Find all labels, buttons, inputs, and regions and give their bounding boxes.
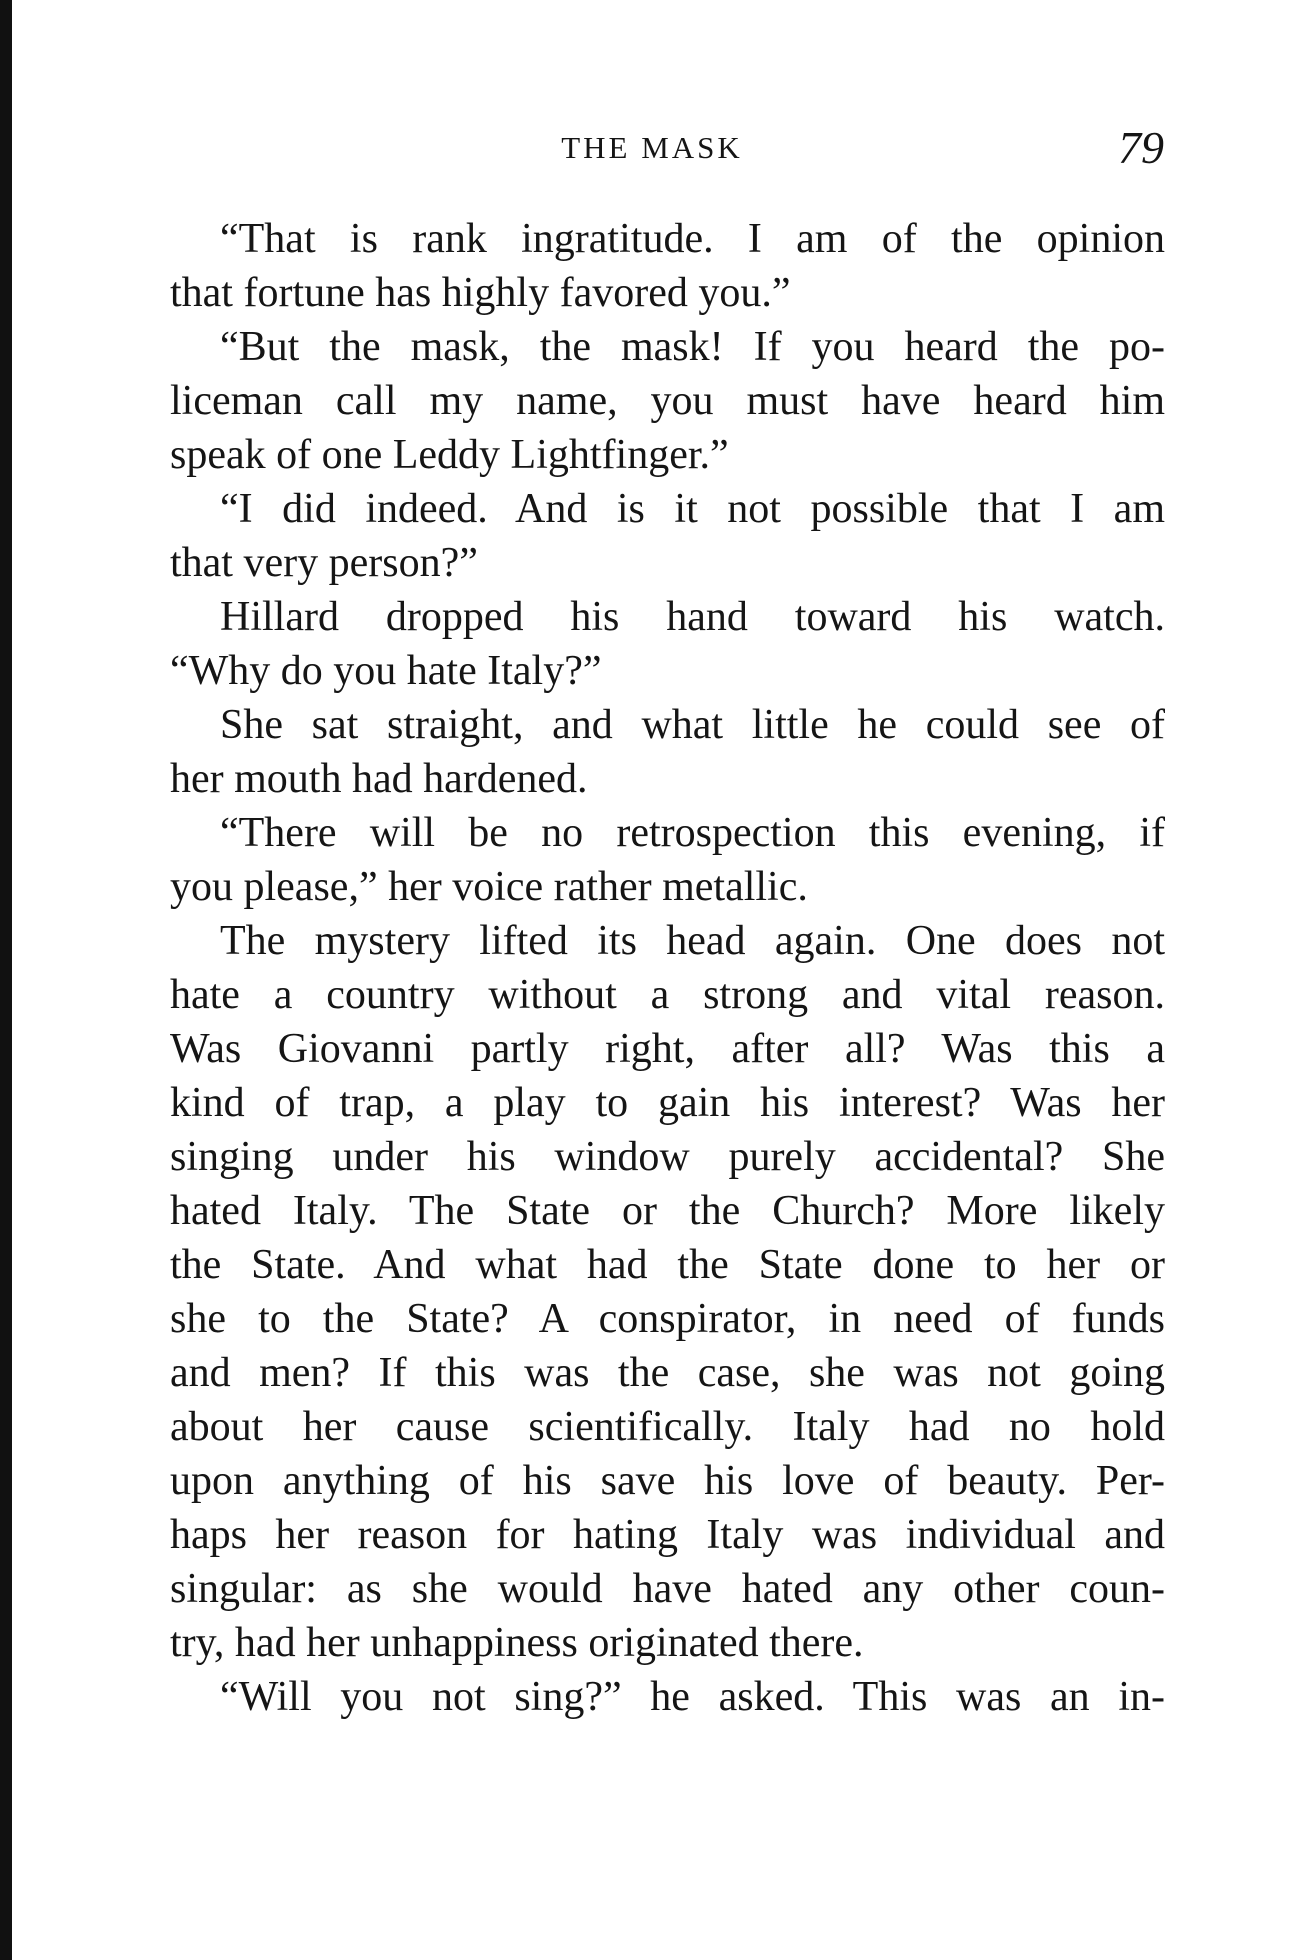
page-binding-edge xyxy=(0,0,12,1960)
text-line: hate a country without a strong and vital reason. xyxy=(170,972,1165,1018)
text-line: her mouth had hardened. xyxy=(170,756,588,802)
text-line: upon anything of his save his love of beauty. Per- xyxy=(170,1458,1165,1504)
text-line: you please,” her voice rather metallic. xyxy=(170,864,808,910)
text-line: she to the State? A conspirator, in need of funds xyxy=(170,1296,1165,1342)
page-header xyxy=(0,118,1304,188)
text-line: “Will you not sing?” he asked. This was an in- xyxy=(220,1674,1165,1720)
text-line: that fortune has highly favored you.” xyxy=(170,270,791,316)
text-line: Hillard dropped his hand toward his watch. xyxy=(220,594,1165,640)
text-line: “There will be no retrospection this evening, if xyxy=(220,810,1165,856)
text-line: speak of one Leddy Lightfinger.” xyxy=(170,432,729,478)
text-line: singular: as she would have hated any other coun- xyxy=(170,1566,1165,1612)
text-line: The mystery lifted its head again. One does not xyxy=(220,918,1165,964)
text-line: liceman call my name, you must have heard him xyxy=(170,378,1165,424)
text-line: the State. And what had the State done to her or xyxy=(170,1242,1165,1288)
text-line: Was Giovanni partly right, after all? Was this a xyxy=(170,1026,1165,1072)
text-line: She sat straight, and what little he could see of xyxy=(220,702,1165,748)
text-line: and men? If this was the case, she was not going xyxy=(170,1350,1165,1396)
text-line: haps her reason for hating Italy was individual and xyxy=(170,1512,1165,1558)
text-line: “But the mask, the mask! If you heard the po- xyxy=(220,324,1165,370)
text-line: about her cause scientifically. Italy had no hold xyxy=(170,1404,1165,1450)
running-head: THE MASK xyxy=(561,130,743,165)
text-line: singing under his window purely accidental? She xyxy=(170,1134,1165,1180)
text-line: “I did indeed. And is it not possible that I am xyxy=(220,486,1165,532)
text-line: hated Italy. The State or the Church? More likely xyxy=(170,1188,1165,1234)
text-line: try, had her unhappiness originated there. xyxy=(170,1620,864,1666)
page-number: 79 xyxy=(1118,122,1164,173)
text-line: kind of trap, a play to gain his interest? Was her xyxy=(170,1080,1165,1126)
text-line: “Why do you hate Italy?” xyxy=(170,648,602,694)
body-text xyxy=(170,212,1165,1724)
text-line: “That is rank ingratitude. I am of the opinion xyxy=(220,216,1165,262)
text-line: that very person?” xyxy=(170,540,478,586)
